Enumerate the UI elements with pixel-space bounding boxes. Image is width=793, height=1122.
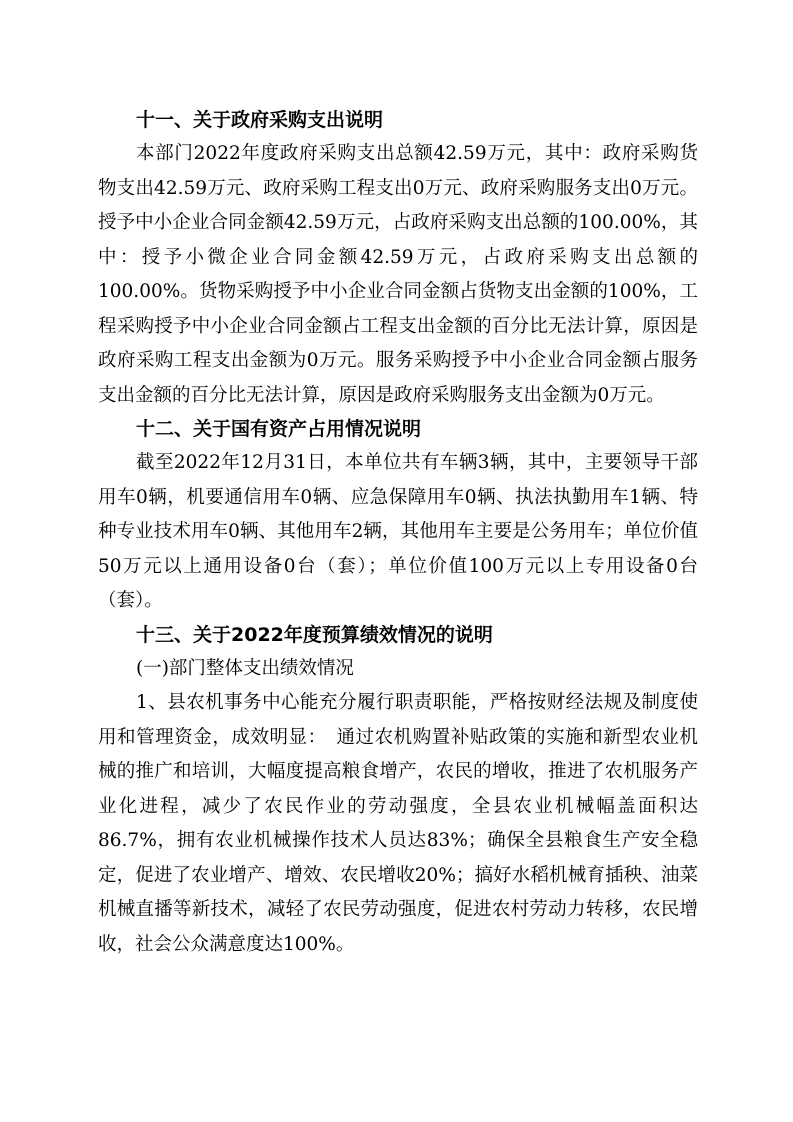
section-13-body: 1、县农机事务中心能充分履行职责职能，严格按财经法规及制度使用和管理资金，成效明显： 通过农机购置补贴政策的实施和新型农业机械的推广和培训，大幅度提高粮食增产，农民的增收，推进了农机服务产业化进程，减少了农民作业的劳动强度，全县农业机械幅盖面积达86.7%，拥有农业机械操作技术人员达83%；确保全县粮食生产安全稳定，促进了农业增产、增效、农民增收20%；搞好水稻机械育插秧、油菜机械直播等新技术，减轻了农民劳动强度，促进农村劳动力转移，农民增收，社会公众满意度达100%。 [98,692,698,955]
section-12-heading: 十二、关于国有资产占用情况说明 [136,418,422,440]
section-11-heading: 十一、关于政府采购支出说明 [136,109,384,131]
section-13-subheading: (一)部门整体支出绩效情况 [136,657,354,679]
section-13-heading: 十三、关于2022年度预算绩效情况的说明 [136,623,493,646]
section-12-body: 截至2022年12月31日，本单位共有车辆3辆，其中，主要领导干部用车0辆，机要通信用车0辆、应急保障用车0辆、执法执勤用车1辆、特种专业技术用车0辆、其他用车2辆，其他用车主要是公务用车；单位价值50万元以上通用设备0台（套）；单位价值100万元以上专用设备0台（套）。 [98,452,698,611]
document-page [98,104,698,962]
section-11-body: 本部门2022年度政府采购支出总额42.59万元，其中：政府采购货物支出42.59万元、政府采购工程支出0万元、政府采购服务支出0万元。授予中小企业合同金额42.59万元，占政府采购支出总额的100.00%，其中：授予小微企业合同金额42.59万元，占政府采购支出总额的100.00%。货物采购授予中小企业合同金额占货物支出金额的100%，工程采购授予中小企业合同金额占工程支出金额的百分比无法计算，原因是政府采购工程支出金额为0万元。服务采购授予中小企业合同金额占服务支出金额的百分比无法计算，原因是政府采购服务支出金额为0万元。 [98,143,698,406]
